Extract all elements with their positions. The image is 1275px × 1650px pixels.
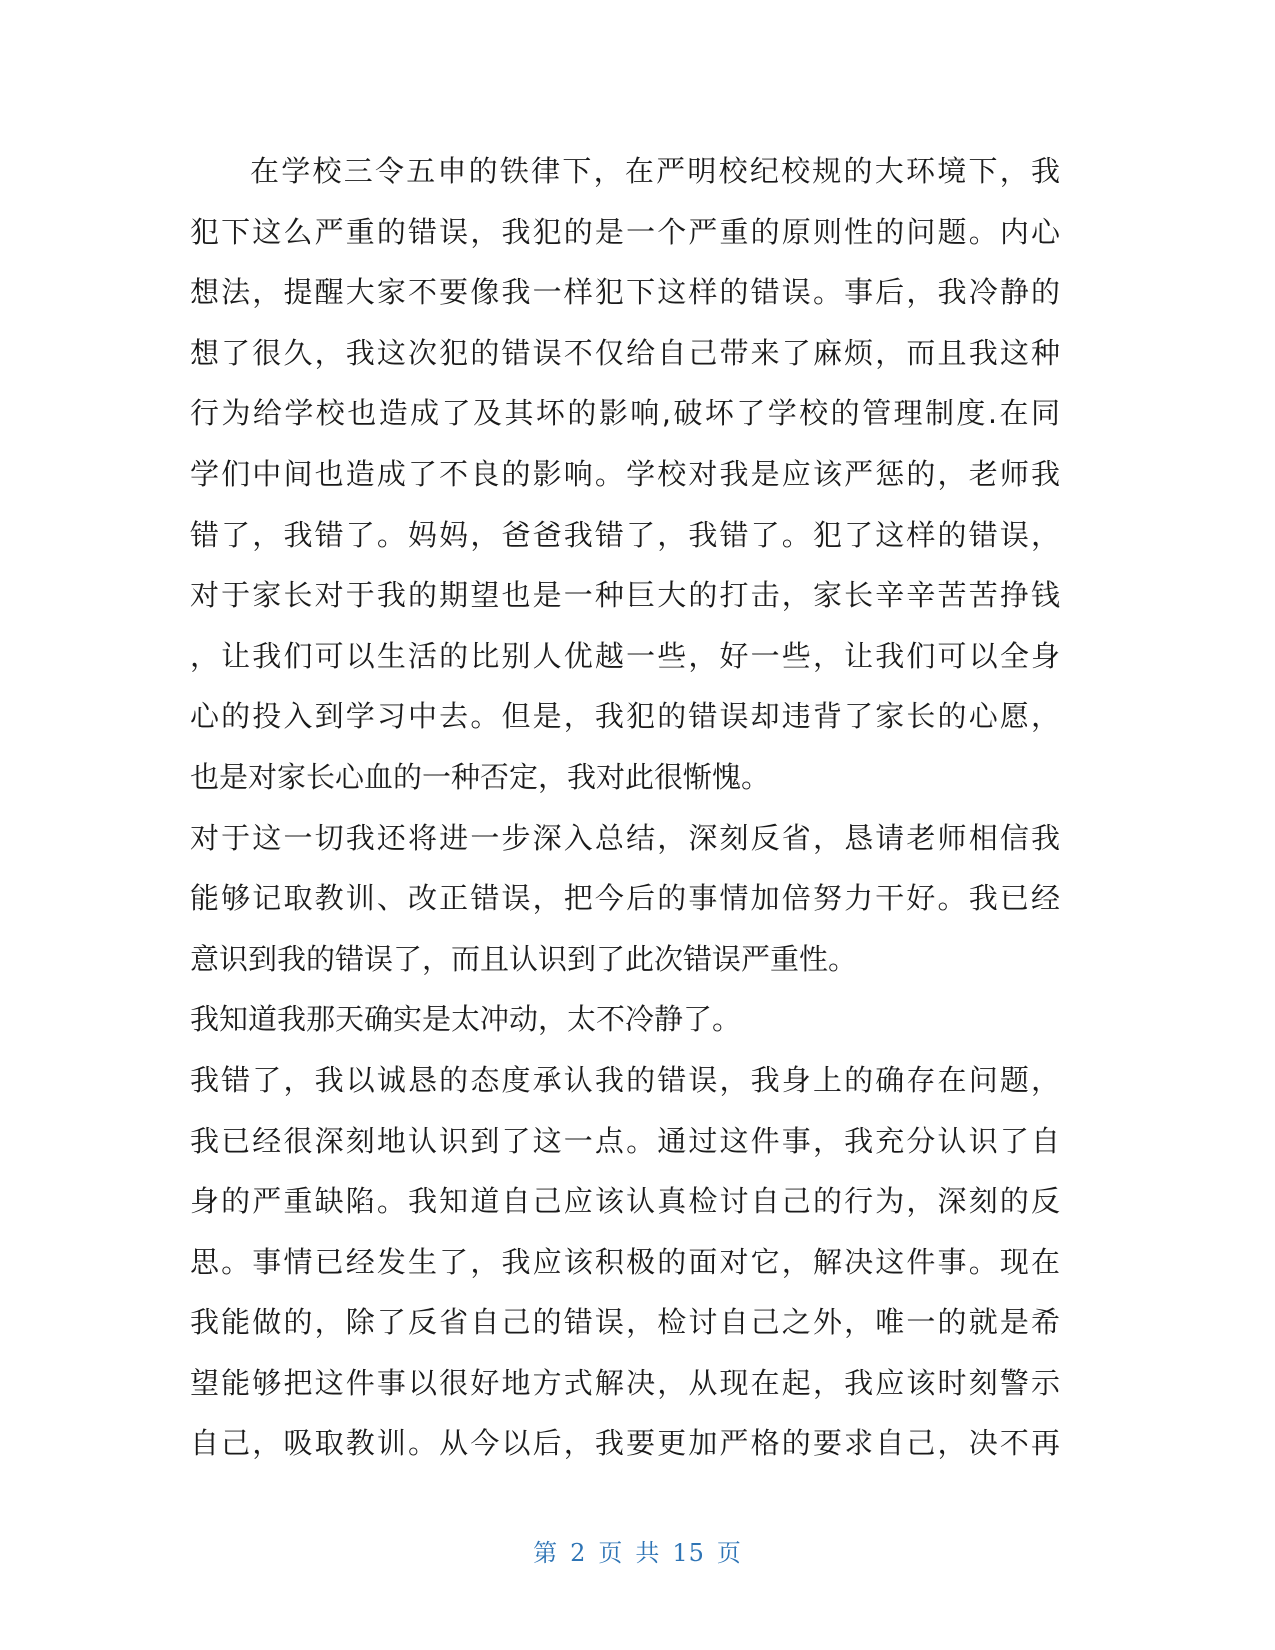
paragraph	[190, 141, 1060, 808]
page-footer	[0, 1533, 1275, 1568]
text-line: 身的严重缺陷。我知道自己应该认真检讨自己的行为，深刻的反	[190, 1184, 1060, 1219]
text-line: 对于家长对于我的期望也是一种巨大的打击，家长辛辛苦苦挣钱	[190, 578, 1060, 613]
paragraph	[190, 989, 1060, 1050]
text-line: 我错了，我以诚恳的态度承认我的错误，我身上的确存在问题，	[190, 1062, 1060, 1097]
text-line: 想了很久，我这次犯的错误不仅给自己带来了麻烦，而且我这种	[190, 335, 1060, 370]
text-line: ，让我们可以生活的比别人优越一些，好一些，让我们可以全身	[190, 638, 1060, 673]
text-line: 我已经很深刻地认识到了这一点。通过这件事，我充分认识了自	[190, 1123, 1060, 1158]
footer-prefix: 第	[533, 1539, 559, 1567]
footer-page-word: 页	[598, 1539, 624, 1567]
footer-current-page: 2	[570, 1539, 587, 1567]
text-line: 对于这一切我还将进一步深入总结，深刻反省，恳请老师相信我	[190, 820, 1060, 855]
text-line: 在学校三令五申的铁律下，在严明校纪校规的大环境下，我	[250, 154, 1060, 188]
text-line: 思。事情已经发生了，我应该积极的面对它，解决这件事。现在	[190, 1244, 1060, 1279]
text-line: 能够记取教训、改正错误，把今后的事情加倍努力干好。我已经	[190, 881, 1060, 916]
text-line: 想法，提醒大家不要像我一样犯下这样的错误。事后，我冷静的	[190, 275, 1060, 310]
footer-total-pages: 15	[672, 1539, 705, 1567]
text-line: 我知道我那天确实是太冲动，太不冷静了。	[190, 1002, 742, 1037]
text-line: 我能做的，除了反省自己的错误，检讨自己之外，唯一的就是希	[190, 1305, 1060, 1340]
text-line: 犯下这么严重的错误，我犯的是一个严重的原则性的问题。内心	[190, 214, 1060, 249]
text-line: 心的投入到学习中去。但是，我犯的错误却违背了家长的心愿，	[190, 699, 1060, 734]
paragraph	[190, 808, 1060, 990]
footer-total-word: 共	[635, 1539, 661, 1567]
footer-suffix: 页	[716, 1539, 742, 1567]
text-line: 也是对家长心血的一种否定，我对此很惭愧。	[190, 759, 771, 794]
text-line: 行为给学校也造成了及其坏的影响,破坏了学校的管理制度.在同	[190, 396, 1060, 431]
text-line: 自己，吸取教训。从今以后，我要更加严格的要求自己，决不再	[190, 1426, 1060, 1461]
text-line: 意识到我的错误了，而且认识到了此次错误严重性。	[190, 941, 858, 976]
text-line: 错了，我错了。妈妈，爸爸我错了，我错了。犯了这样的错误，	[190, 517, 1060, 552]
paragraph	[190, 1050, 1060, 1474]
text-line: 学们中间也造成了不良的影响。学校对我是应该严惩的，老师我	[190, 456, 1060, 491]
text-line: 望能够把这件事以很好地方式解决，从现在起，我应该时刻警示	[190, 1365, 1060, 1400]
document-body	[190, 141, 1060, 1474]
